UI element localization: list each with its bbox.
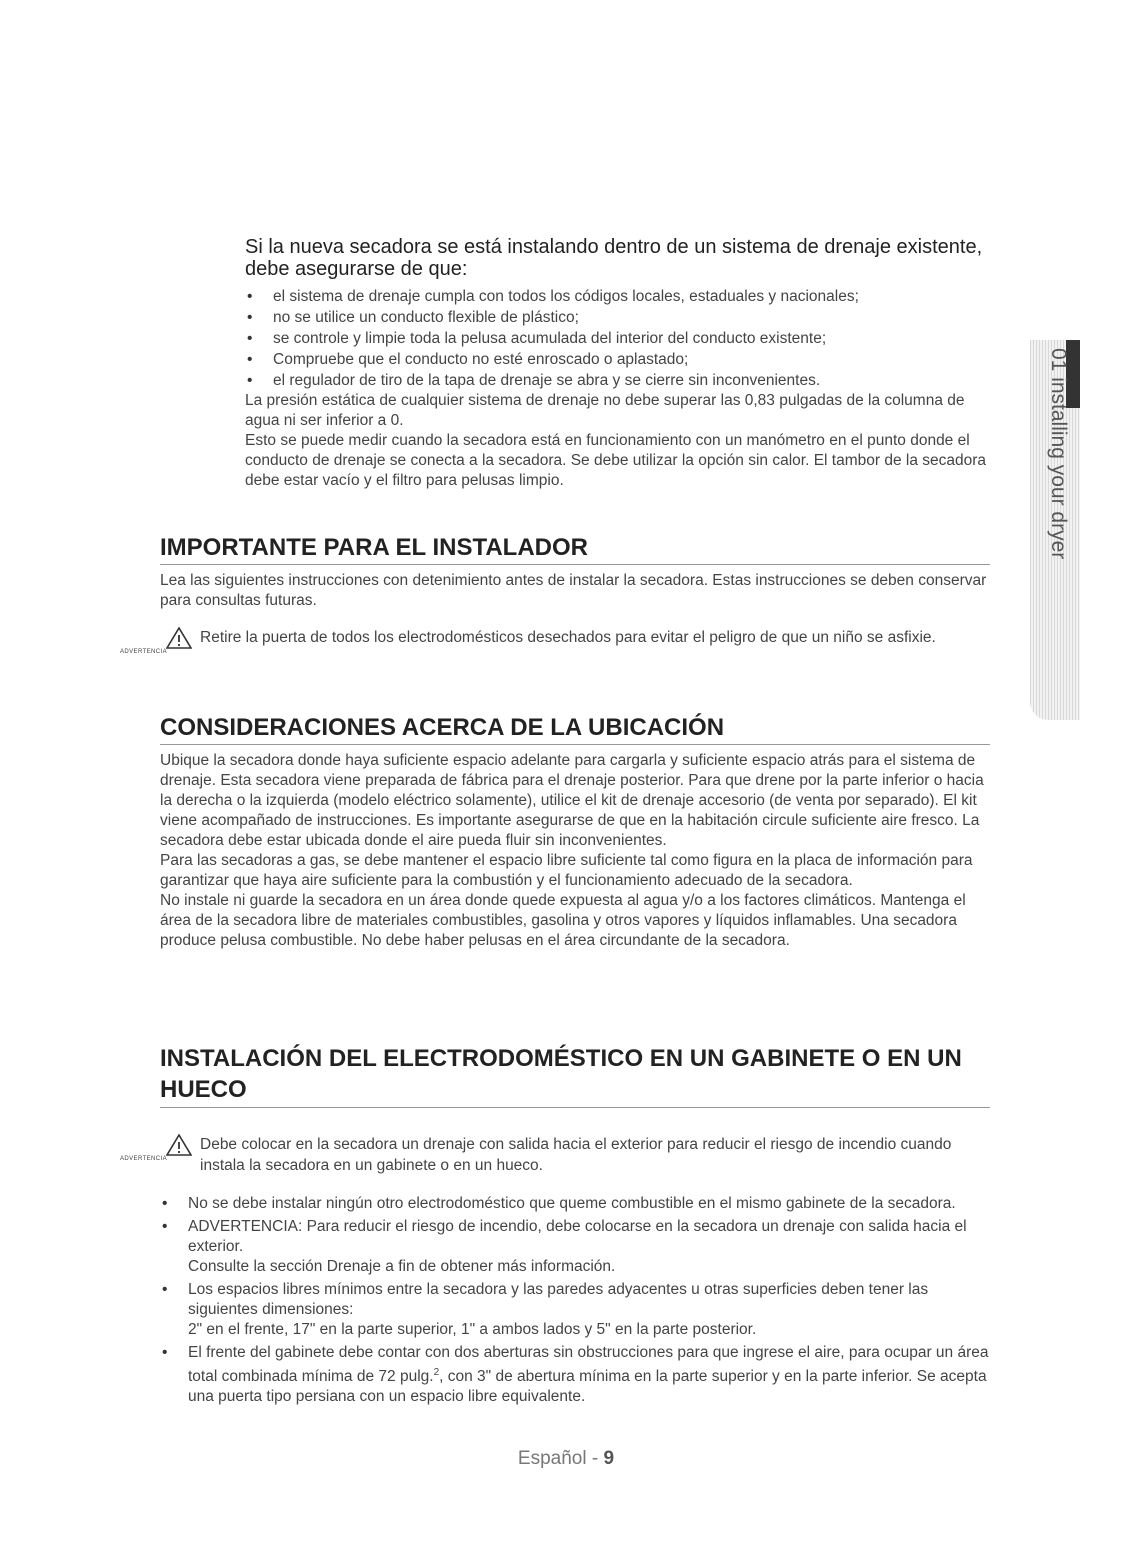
importante-section <box>120 534 990 655</box>
list-item-text: El frente del gabinete debe contar con dos aberturas sin obstrucciones para que ingrese el aire, para ocupar un área total combinada mínima de 72 pulg. <box>188 1344 989 1386</box>
static-pressure-paragraph: La presión estática de cualquier sistema de drenaje no debe superar las 0,83 pulgadas de la columna de agua ni ser inferior a 0. <box>245 392 965 429</box>
section-title: CONSIDERACIONES ACERCA DE LA UBICACIÓN <box>160 714 990 745</box>
warning-notice <box>120 627 990 655</box>
section-body <box>160 751 990 951</box>
warning-text: Debe colocar en la secadora un drenaje con salida hacia el exterior para reducir el riesgo de incendio cuando instala la secadora en un gabinete o en un hueco. <box>200 1136 952 1174</box>
chapter-side-tab <box>1030 340 1080 720</box>
warning-label: ADVERTENCIA <box>120 1156 167 1162</box>
list-item <box>160 1343 990 1407</box>
gas-paragraph: Para las secadoras a gas, se debe mantener el espacio libre suficiente tal como figura en la placa de información para garantizar que haya aire suficiente para la combustión y el funcionamiento adecuado de la secadora. <box>160 852 973 889</box>
storage-paragraph: No instale ni guarde la secadora en un área donde quede expuesta al agua y/o a los factores climáticos. Mantenga el área de la secadora libre de materiales combustibles, gasolina y otros vapores y líquidos inflamables. Una secadora produce pelusa combustible. No debe haber pelusas en el área circundante de la secadora. <box>160 892 966 949</box>
footer-language: Español <box>517 1448 587 1469</box>
location-paragraph: Ubique la secadora donde haya suficiente espacio adelante para cargarla y suficiente espacio atrás para el sistema de drenaje. Esta secadora viene preparada de fábrica para el drenaje posterior. Para que drene por la parte inferior o hacia la derecha o la izquierda (modelo eléctrico solamente), utilice el kit de drenaje accesorio (de venta por separado). El kit viene acompañado de instrucciones. Es importante asegurarse de que en la habitación circule suficiente aire fresco. La secadora debe estar ubicada donde el aire pueda fluir sin inconvenientes. <box>160 752 984 849</box>
list-item-text: • ADVERTENCIA: Para reducir el riesgo de incendio, debe colocarse en la secadora un drenaje con salida hacia el exterior. <box>188 1218 967 1255</box>
warning-triangle-icon <box>166 627 192 649</box>
intro-section <box>245 236 995 491</box>
list-item: • no se utilice un conducto flexible de plástico; <box>245 307 995 328</box>
footer-separator: - <box>586 1448 604 1469</box>
intro-heading: Si la nueva secadora se está instalando dentro de un sistema de drenaje existente, debe asegurarse de que: <box>245 236 983 280</box>
section-title: INSTALACIÓN DEL ELECTRODOMÉSTICO EN UN GABINETE O EN UN HUECO <box>160 1043 990 1108</box>
list-item: • Compruebe que el conducto no esté enroscado o aplastado; <box>245 349 995 370</box>
section-body: Lea las siguientes instrucciones con detenimiento antes de instalar la secadora. Estas instrucciones se deben conservar para consultas futuras. <box>160 572 987 609</box>
section-title: IMPORTANTE PARA EL INSTALADOR <box>160 534 990 565</box>
list-item <box>160 1217 990 1277</box>
superscript: 2 <box>433 1367 440 1378</box>
list-item: • se controle y limpie toda la pelusa acumulada del interior del conducto existente; <box>245 328 995 349</box>
warning-notice <box>120 1134 990 1176</box>
list-item-text-cont: , con 3" de abertura mínima en la parte superior y en la parte inferior. Se acepta una puerta tipo persiana con un espacio libre equivalente. <box>188 1368 987 1406</box>
chapter-label: 01 installing your dryer <box>1047 348 1070 560</box>
gabinete-section <box>120 1043 990 1410</box>
warning-label: ADVERTENCIA <box>120 649 167 655</box>
warning-text: Retire la puerta de todos los electrodomésticos desechados para evitar el peligro de que un niño se asfixie. <box>200 629 936 646</box>
list-item-subtext: Consulte la sección Drenaje a fin de obtener más información. <box>188 1258 616 1275</box>
measurement-paragraph: Esto se puede medir cuando la secadora está en funcionamiento con un manómetro en el punto donde el conducto de drenaje se conecta a la secadora. Se debe utilizar la opción sin calor. El tambor de la secadora debe estar vacío y el filtro para pelusas limpio. <box>245 432 987 489</box>
list-item-text: • Los espacios libres mínimos entre la secadora y las paredes adyacentes u otras superficies deben tener las siguientes dimensiones: <box>188 1281 929 1318</box>
page-number: 9 <box>603 1448 615 1469</box>
cabinet-bullet-list <box>160 1194 990 1407</box>
list-item: • el sistema de drenaje cumpla con todos los códigos locales, estaduales y nacionales; <box>245 286 995 307</box>
list-item-subtext: 2" en el frente, 17" en la parte superior, 1" a ambos lados y 5" en la parte posterior. <box>188 1321 757 1338</box>
ubicacion-section <box>160 714 990 951</box>
list-item: • el regulador de tiro de la tapa de drenaje se abra y se cierre sin inconvenientes. <box>245 370 995 391</box>
list-item: • No se debe instalar ningún otro electrodoméstico que queme combustible en el mismo gabinete de la secadora. <box>160 1194 990 1214</box>
intro-bullet-list <box>245 286 995 391</box>
warning-triangle-icon <box>166 1134 192 1156</box>
list-item <box>160 1280 990 1340</box>
page-footer <box>0 1448 1132 1470</box>
